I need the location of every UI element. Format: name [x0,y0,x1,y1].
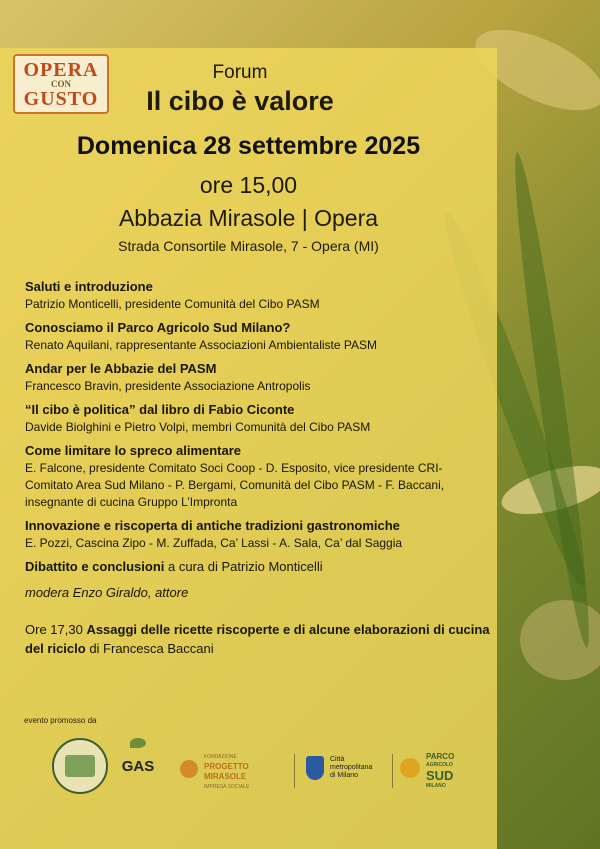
sun-icon [400,758,420,778]
comunita-del-cibo-logo [52,738,108,794]
program-item-title: “Il cibo è politica” dal libro di Fabio Ciconte [25,402,295,417]
event-address: Strada Consortile Mirasole, 7 - Opera (MI) [118,238,379,254]
moderator: modera Enzo Giraldo, attore [25,585,189,600]
event-title: Il cibo è valore [146,86,334,116]
opera-con-gusto-logo: OPERA CON GUSTO [13,54,109,114]
sun-icon [180,760,198,778]
program-item-speaker: Davide Biolghini e Pietro Volpi, membri Comunità del Cibo PASM [25,420,371,434]
fondazione-progetto-mirasole-logo: FONDAZIONE PROGETTO MIRASOLE IMPRESA SOCIALE [180,752,280,792]
logo-divider [392,754,393,788]
program-item [25,319,490,354]
program-item-title: Innovazione e riscoperta di antiche tradizioni gastronomiche [25,518,400,533]
promoted-by-label: evento promosso da [24,716,97,725]
program-item [25,360,490,395]
tasting-time: Ore 17,30 [25,622,87,637]
debate-title: Dibattito e conclusioni [25,559,165,574]
leaf-icon [130,738,146,748]
program-item-speaker: Francesco Bravin, presidente Associazione Antropolis [25,379,311,393]
partner-logos [40,738,480,808]
program-item-speaker: E. Pozzi, Cascina Zipo - M. Zuffada, Ca’ Lassi - A. Sala, Ca’ dal Saggia [25,536,403,550]
program-item-title: Andar per le Abbazie del PASM [25,361,217,376]
program-item-speaker: E. Falcone, presidente Comitato Soci Coop - D. Esposito, vice presidente CRI-Comitato Area Sud Milano - P. Bergami, Comunità del Cibo PASM - F. Baccani, insegnante di cucina Gruppo L’Impronta [25,461,445,509]
program-item [25,278,490,313]
parco-agricolo-sud-milano-logo: PARCO AGRICOLO SUD MILANO [400,752,470,792]
program-item [25,442,490,511]
program-item-speaker: Renato Aquilani, rappresentante Associazioni Ambientaliste PASM [25,338,377,352]
tasting-title: Assaggi delle ricette riscoperte e di alcune elaborazioni di cucina del riciclo [25,622,490,656]
tasting-chef: di Francesca Baccani [85,641,214,656]
program-item [25,401,490,436]
debate-item [25,558,490,576]
gas-logo: GAS [118,738,158,798]
citta-metropolitana-logo: Città metropolitana di Milano [306,752,386,792]
logo-divider [294,754,295,788]
program-list [25,278,490,658]
tasting-item [25,620,490,658]
program-item-title: Saluti e introduzione [25,279,153,294]
program-item-title: Come limitare lo spreco alimentare [25,443,242,458]
farmhouse-icon [65,755,95,777]
program-item-speaker: Patrizio Monticelli, presidente Comunità del Cibo PASM [25,297,320,311]
event-time: ore 15,00 [199,172,298,198]
debate-speaker: a cura di Patrizio Monticelli [164,559,323,574]
coat-of-arms-icon [306,756,324,780]
program-item [25,517,490,552]
program-item-title: Conosciamo il Parco Agricolo Sud Milano? [25,320,291,335]
event-venue: Abbazia Mirasole | Opera [118,205,379,231]
event-date: Domenica 28 settembre 2025 [76,132,421,160]
event-type: Forum [212,62,268,83]
